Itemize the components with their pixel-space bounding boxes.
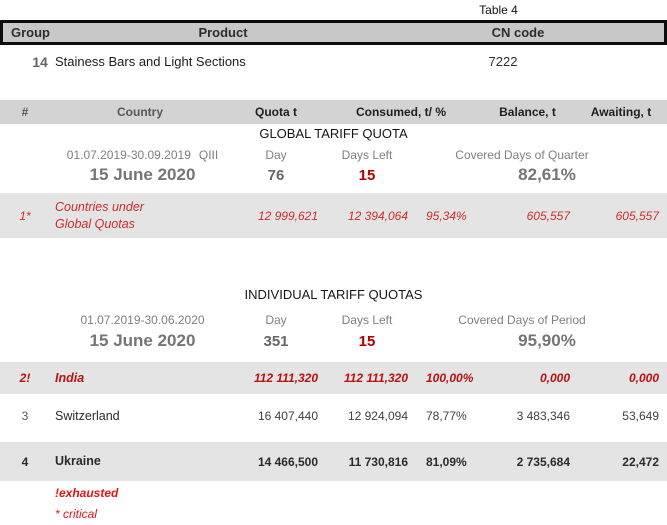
quota-row-india [0, 362, 667, 394]
row-awaiting: 0,000 [628, 371, 659, 385]
individual-covered-label: Covered Days of Period [458, 313, 586, 327]
row-consumed-pct: 81,09% [426, 454, 467, 469]
product-table-header [0, 20, 667, 45]
individual-days-left-label: Days Left [341, 313, 393, 327]
global-period-values [0, 165, 667, 185]
quota-row-global-countries [0, 193, 667, 238]
row-country: India [55, 370, 85, 385]
row-balance: 2 735,684 [516, 454, 570, 469]
quota-row-switzerland [0, 399, 667, 433]
row-quota: 112 111,320 [253, 371, 318, 385]
global-covered-label: Covered Days of Quarter [455, 148, 589, 162]
row-country: Ukraine [55, 454, 101, 469]
col-header-quota: Quota t [255, 105, 297, 119]
individual-period-labels [0, 313, 667, 327]
individual-covered-value: 95,90% [518, 331, 576, 350]
col-header-group: Group [11, 25, 50, 40]
row-number: 1* [19, 208, 31, 223]
product-group-number: 14 [32, 54, 48, 70]
global-period-labels [0, 148, 667, 162]
col-header-product: Product [198, 25, 248, 40]
row-consumed-pct: 95,34% [426, 208, 467, 223]
quota-row-ukraine [0, 442, 667, 481]
row-awaiting: 53,649 [622, 409, 659, 423]
global-days-left-label: Days Left [341, 148, 393, 162]
row-number: 4 [21, 454, 29, 469]
global-period-dates: 01.07.2019-30.09.2019 [66, 148, 191, 162]
row-quota: 14 466,500 [257, 454, 318, 469]
col-header-cn-code: CN code [491, 25, 545, 40]
global-current-date: 15 June 2020 [89, 165, 196, 184]
individual-days-left-value: 15 [358, 333, 376, 350]
col-header-consumed: Consumed, t/ % [355, 105, 446, 119]
row-quota: 16 407,440 [257, 409, 318, 423]
global-quarter-label: QIII [198, 148, 219, 162]
row-consumed-pct: 100,00% [426, 371, 474, 385]
product-row [0, 54, 667, 74]
row-balance: 0,000 [539, 371, 570, 385]
row-consumed: 11 730,816 [348, 454, 408, 469]
global-section-title: GLOBAL TARIFF QUOTA [259, 126, 408, 141]
individual-day-value: 351 [263, 333, 289, 350]
row-number: 3 [21, 409, 29, 423]
footnote-critical: * critical [55, 507, 98, 521]
row-quota: 12 999,621 [257, 208, 318, 223]
row-consumed-pct: 78,77% [426, 409, 467, 423]
individual-current-date: 15 June 2020 [89, 331, 196, 350]
footnote-exhausted: !exhausted [55, 486, 119, 500]
global-days-left-value: 15 [358, 167, 376, 184]
row-balance: 605,557 [526, 208, 570, 223]
global-period-range [0, 148, 230, 162]
product-name: Stainess Bars and Light Sections [55, 54, 246, 69]
individual-period-range: 01.07.2019-30.06.2020 [80, 313, 205, 327]
global-day-label: Day [265, 148, 287, 162]
global-day-value: 76 [267, 167, 285, 184]
row-awaiting: 605,557 [615, 208, 659, 223]
row-number: 2! [19, 371, 31, 385]
row-awaiting: 22,472 [622, 454, 659, 469]
global-covered-value: 82,61% [518, 165, 576, 184]
table-caption: Table 4 [479, 3, 518, 17]
row-consumed: 12 394,064 [347, 208, 408, 223]
col-header-awaiting: Awaiting, t [590, 105, 652, 119]
row-country: Switzerland [55, 408, 120, 423]
individual-day-label: Day [265, 313, 287, 327]
row-country: Countries under Global Quotas [55, 199, 144, 231]
individual-period-values [0, 331, 667, 351]
col-header-num: # [21, 105, 29, 119]
row-consumed: 12 924,094 [347, 409, 408, 423]
row-consumed: 112 111,320 [343, 371, 408, 385]
col-header-balance: Balance, t [499, 105, 556, 119]
quota-table-header [0, 100, 667, 124]
product-cn-code: 7222 [488, 54, 518, 69]
individual-section-title: INDIVIDUAL TARIFF QUOTAS [244, 287, 423, 302]
col-header-country: Country [117, 105, 163, 119]
row-balance: 3 483,346 [516, 409, 570, 423]
